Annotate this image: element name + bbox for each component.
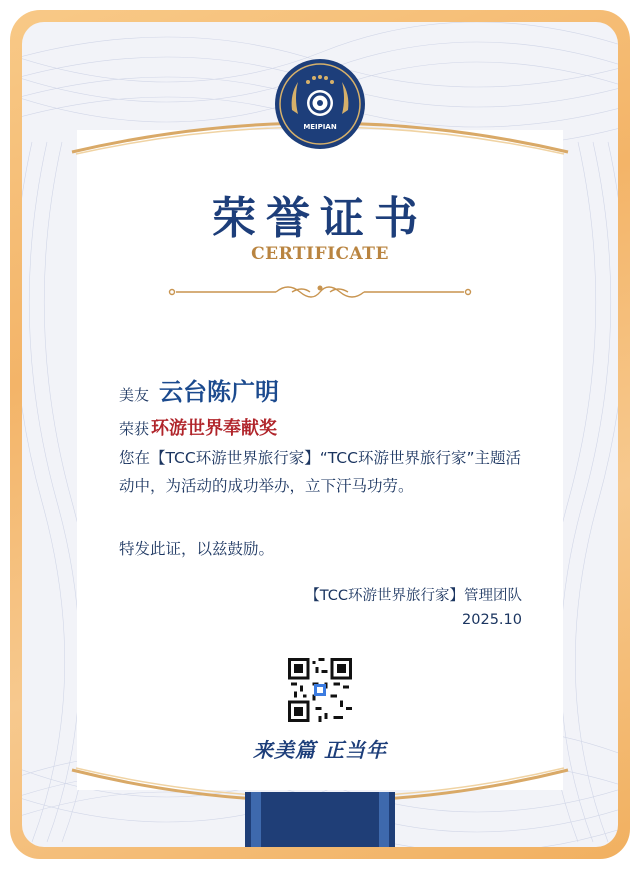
meipian-seal-logo xyxy=(274,58,366,150)
issuer-block xyxy=(305,584,522,632)
ornamental-divider xyxy=(164,280,476,304)
seal-text: MEIPIAN xyxy=(303,123,337,131)
certificate-subtitle: CERTIFICATE xyxy=(251,244,389,264)
certificate-closing: 特发此证，以兹鼓励。 xyxy=(119,540,275,558)
award-name: 环游世界奉献奖 xyxy=(151,418,278,439)
certificate xyxy=(22,22,618,847)
issue-date: 2025.10 xyxy=(462,612,522,628)
bottom-ribbon xyxy=(245,792,395,847)
qr-code xyxy=(288,658,352,722)
award-line xyxy=(119,414,277,440)
recipient-name: 云台陈广明 xyxy=(159,378,280,406)
award-label: 荣获 xyxy=(119,420,150,438)
certificate-body: 您在【TCC环游世界旅行家】“TCC环游世界旅行家”主题活动中，为活动的成功举办，立下汗马功劳。 xyxy=(119,449,521,495)
slogan-logotype: 来美篇 正当年 xyxy=(253,738,387,762)
recipient-line xyxy=(119,372,279,407)
recipient-label: 美友 xyxy=(119,386,150,404)
issuer-name: 【TCC环游世界旅行家】管理团队 xyxy=(305,588,522,604)
certificate-title: 荣誉证书 xyxy=(212,193,428,244)
